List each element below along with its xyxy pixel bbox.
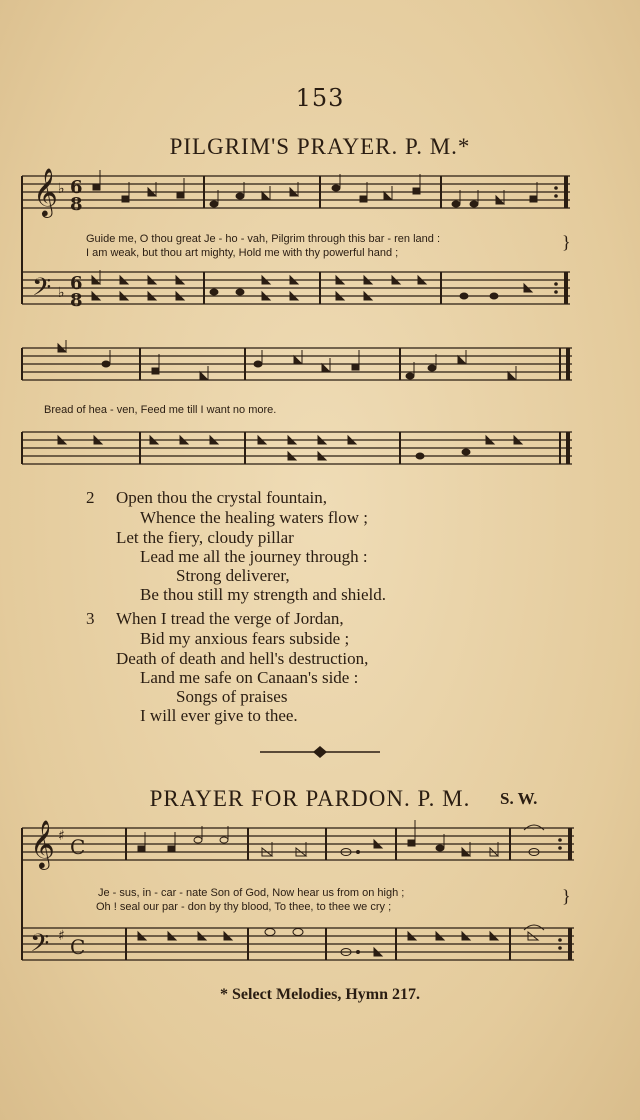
verse-line: Land me safe on Canaan's side : xyxy=(140,668,359,687)
ornament-divider xyxy=(260,744,380,760)
svg-text:𝄞: 𝄞 xyxy=(33,168,58,216)
svg-text:♭: ♭ xyxy=(58,181,65,197)
verse-line: When I tread the verge of Jordan, xyxy=(116,609,344,628)
svg-text:𝄢: 𝄢 xyxy=(30,929,50,964)
verse-number: 2 xyxy=(86,488,95,507)
verse-number: 3 xyxy=(86,609,95,628)
lyrics-line: Guide me, O thou great Je - ho - vah, Pilgrim through this bar - ren land : xyxy=(86,233,441,245)
svg-text:6: 6 xyxy=(70,177,83,198)
svg-text:C: C xyxy=(70,935,86,959)
verse-line: Strong deliverer, xyxy=(176,566,290,585)
composer-initials: S. W. xyxy=(500,789,538,808)
verse-line: Bid my anxious fears subside ; xyxy=(140,629,350,648)
svg-text:𝄞: 𝄞 xyxy=(30,820,55,868)
svg-text:8: 8 xyxy=(70,194,83,215)
svg-text:𝄢: 𝄢 xyxy=(32,273,52,308)
lyrics-line: Je - sus, in - car - nate Son of God, Now hear us from on high ; xyxy=(98,887,405,899)
svg-text:♯: ♯ xyxy=(58,928,65,944)
page-number: 153 xyxy=(295,84,345,112)
verse-line: Death of death and hell's destruction, xyxy=(116,649,369,668)
lyrics-line: Bread of hea - ven, Feed me till I want no more. xyxy=(44,404,277,416)
svg-text:8: 8 xyxy=(70,290,83,311)
brace: } xyxy=(562,232,571,252)
verse-line: Lead me all the journey through : xyxy=(140,547,368,566)
svg-text:6: 6 xyxy=(70,273,83,294)
lyrics-line: I am weak, but thou art mighty, Hold me with thy powerful hand ; xyxy=(86,247,399,259)
svg-text:♯: ♯ xyxy=(58,828,65,844)
verse-line: Open thou the crystal fountain, xyxy=(116,488,328,507)
svg-text:C: C xyxy=(70,835,86,859)
verse-line: Be thou still my strength and shield. xyxy=(140,585,387,604)
hymn-title-prayer-for-pardon: PRAYER FOR PARDON. P. M. xyxy=(149,786,471,811)
verse-line: Whence the healing waters flow ; xyxy=(140,508,368,527)
verse-line: Songs of praises xyxy=(176,687,288,706)
footnote: * Select Melodies, Hymn 217. xyxy=(220,986,420,1003)
brace: } xyxy=(562,886,571,906)
verse-line: I will ever give to thee. xyxy=(140,706,298,725)
lyrics-line: Oh ! seal our par - don by thy blood, To thee, to thee we cry ; xyxy=(96,901,392,913)
verse-line: Let the fiery, cloudy pillar xyxy=(116,528,294,547)
hymn-title-pilgrims-prayer: PILGRIM'S PRAYER. P. M.* xyxy=(169,134,471,159)
svg-text:♭: ♭ xyxy=(58,285,65,301)
